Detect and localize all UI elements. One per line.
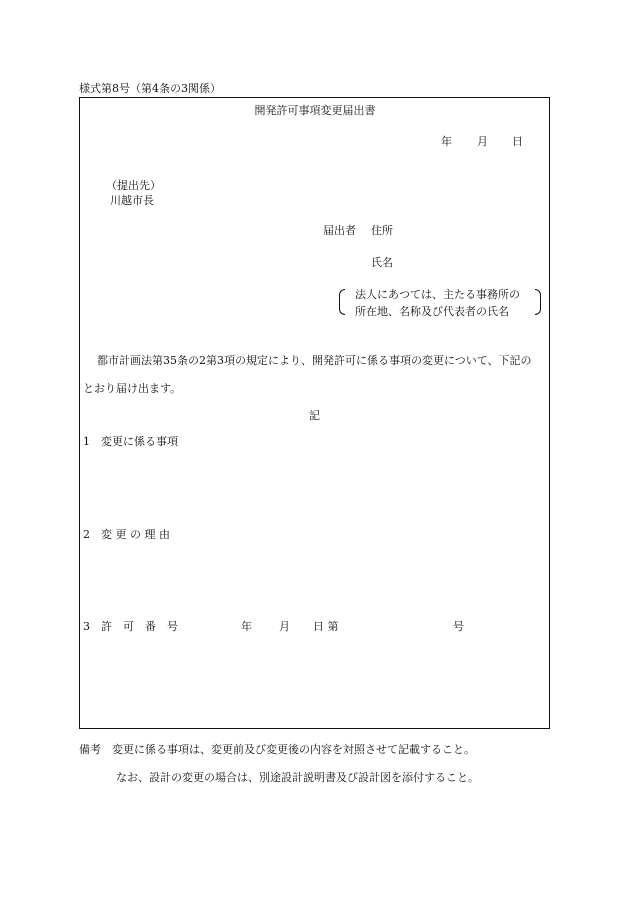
item-1-label: 1 変更に係る事項	[83, 435, 178, 448]
item-3-go: 号	[453, 620, 464, 633]
remarks-line2: なお、設計の変更の場合は、別途設計説明書及び設計図を添付すること。	[116, 771, 479, 784]
recipient-name: 川越市長	[110, 194, 154, 207]
notifier-label: 届出者	[323, 224, 356, 237]
item-3-day-dai: 日 第	[313, 620, 339, 633]
body-text-line1: 都市計画法第35条の2第3項の規定により、開発許可に係る事項の変更について、下記の	[97, 354, 532, 367]
date-year-label: 年	[441, 135, 452, 148]
form-title: 開発許可事項変更届出書	[254, 104, 376, 117]
item-3-label: 3 許 可 番 号	[83, 620, 178, 633]
body-text-line2: とおり届け出ます。	[83, 382, 182, 395]
date-month-label: 月	[477, 135, 488, 148]
ki-label: 記	[309, 409, 320, 422]
remarks-line1: 備考 変更に係る事項は、変更前及び変更後の内容を対照させて記載すること。	[79, 743, 475, 756]
recipient-label: （提出先）	[106, 179, 161, 192]
form-number: 様式第8号（第4条の3関係）	[79, 82, 221, 95]
notifier-name-label: 氏名	[371, 256, 393, 269]
date-day-label: 日	[512, 135, 523, 148]
corporate-note-line1: 法人にあつては、主たる事務所の	[355, 288, 520, 301]
item-3-month: 月	[279, 620, 290, 633]
corporate-note-line2: 所在地、名称及び代表者の氏名	[355, 305, 509, 318]
bracket-left	[339, 289, 345, 315]
bracket-right	[535, 289, 541, 315]
item-2-label: 2 変 更 の 理 由	[83, 528, 170, 541]
item-3-year: 年	[241, 620, 252, 633]
notifier-address-label: 住所	[371, 224, 393, 237]
